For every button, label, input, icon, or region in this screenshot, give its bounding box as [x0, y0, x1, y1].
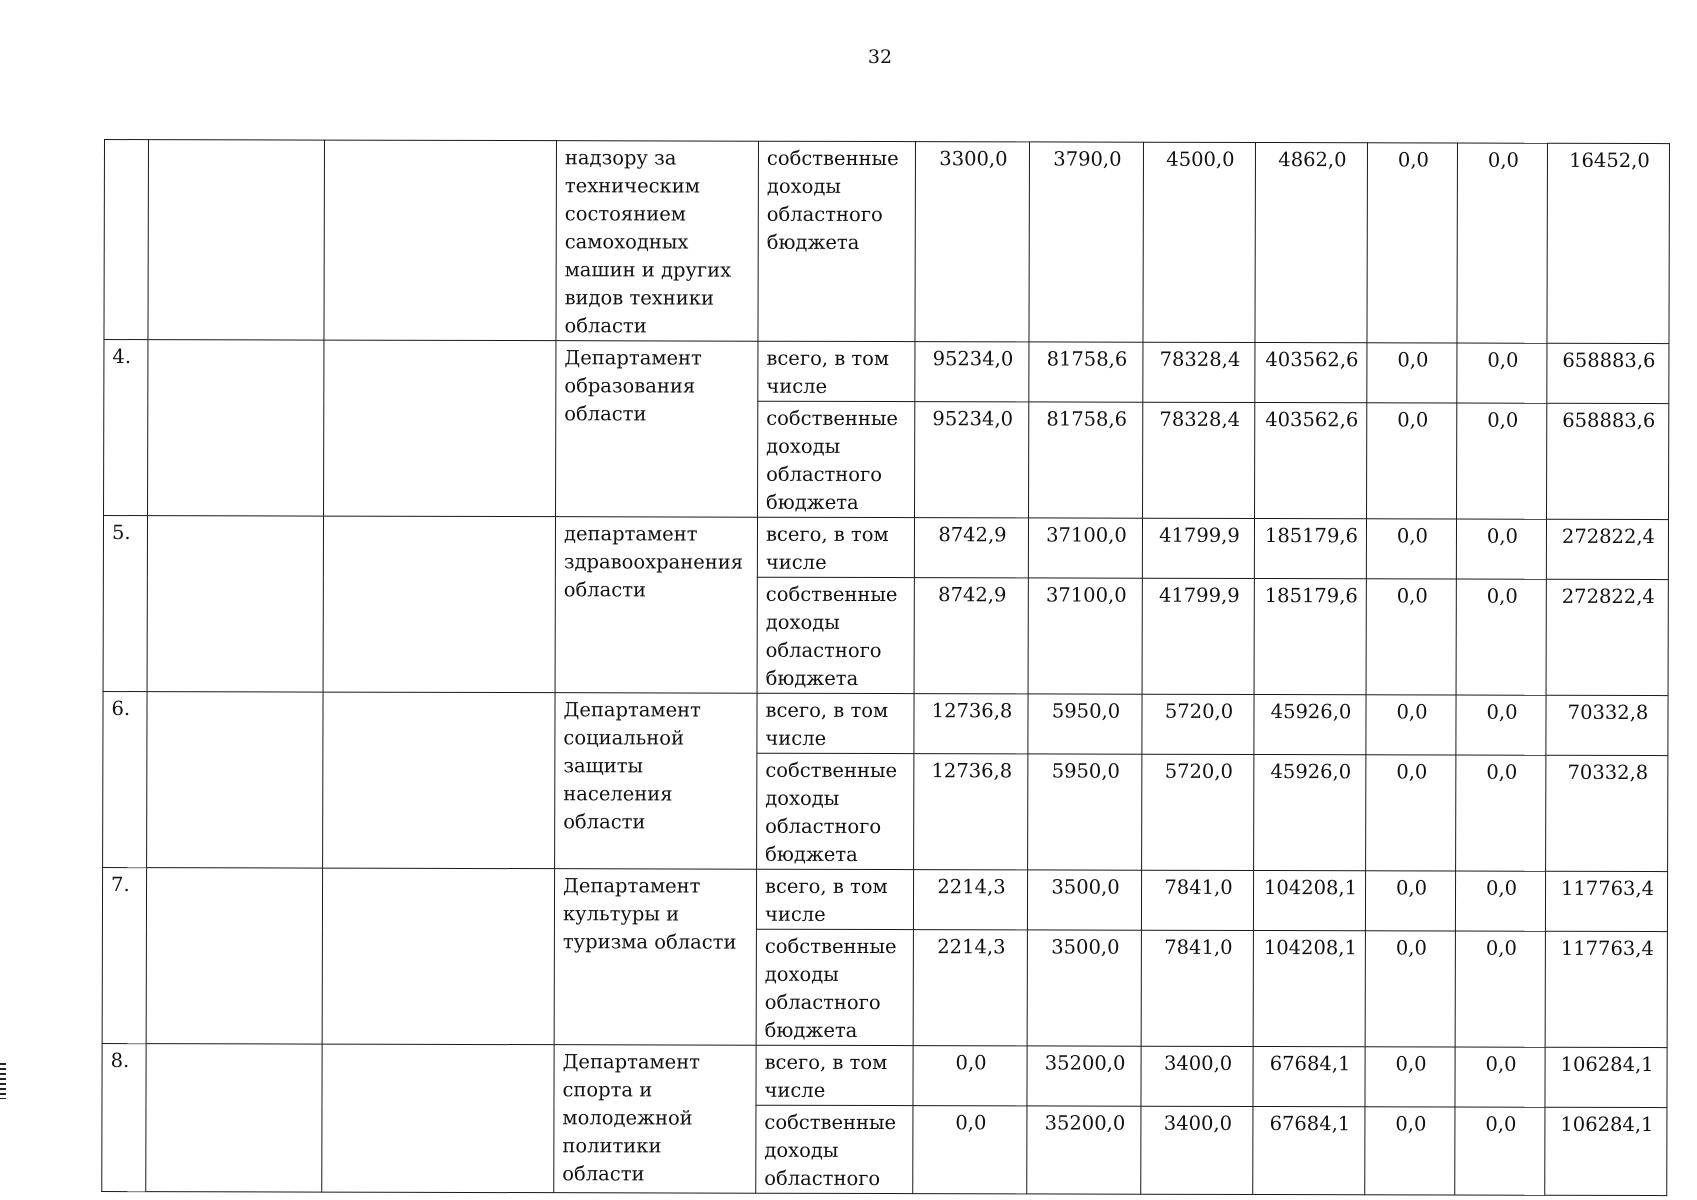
empty-cell [147, 692, 323, 868]
value-cell: 185179,6 [1254, 519, 1366, 579]
value-cell: 0,0 [1367, 343, 1457, 403]
value-cell: 81758,6 [1029, 402, 1143, 518]
funding-source-cell: всего, в том числе [758, 341, 915, 401]
row-number-cell [104, 140, 149, 340]
funding-source-cell: всего, в том числе [757, 517, 914, 577]
value-cell: 117763,4 [1545, 871, 1667, 931]
value-cell: 67684,1 [1253, 1107, 1365, 1195]
value-cell: 104208,1 [1253, 931, 1365, 1047]
empty-cell [322, 868, 554, 1045]
empty-cell [324, 340, 556, 517]
empty-cell [146, 1044, 322, 1192]
funding-source-cell: собственные доходы областного бюджета [757, 577, 914, 693]
empty-cell [323, 692, 555, 869]
value-cell: 106284,1 [1545, 1047, 1667, 1107]
value-cell: 0,0 [1456, 519, 1546, 579]
value-cell: 41799,9 [1142, 518, 1254, 578]
budget-table [101, 139, 1670, 1196]
value-cell: 16452,0 [1547, 143, 1670, 343]
value-cell: 0,0 [1367, 143, 1458, 343]
value-cell: 0,0 [1366, 755, 1456, 871]
department-name-cell: департамент здравоохранения области [555, 517, 757, 694]
value-cell: 95234,0 [915, 402, 1029, 518]
value-cell: 5950,0 [1028, 694, 1142, 754]
empty-cell [323, 516, 555, 693]
value-cell: 658883,6 [1547, 343, 1669, 403]
value-cell: 35200,0 [1027, 1046, 1141, 1106]
value-cell: 106284,1 [1545, 1107, 1667, 1195]
value-cell: 70332,8 [1546, 695, 1668, 755]
value-cell: 78328,4 [1143, 402, 1255, 518]
table-row [102, 867, 1667, 931]
value-cell: 45926,0 [1254, 695, 1366, 755]
table-row [104, 140, 1670, 344]
funding-source-cell: собственные доходы областного бюджета [756, 929, 913, 1045]
value-cell: 0,0 [1455, 1047, 1545, 1107]
funding-source-cell: всего, в том числе [756, 1045, 913, 1105]
value-cell: 0,0 [1456, 755, 1546, 871]
row-number-cell: 7. [102, 867, 146, 1043]
table-row [102, 1043, 1667, 1107]
value-cell: 272822,4 [1546, 579, 1668, 695]
table-body [102, 140, 1670, 1196]
funding-source-cell: собственные доходы областного [756, 1105, 913, 1193]
department-name-cell: надзору за техническим состоянием самоходных машин и других видов техники области [556, 141, 759, 342]
value-cell: 403562,6 [1255, 403, 1367, 519]
value-cell: 37100,0 [1028, 578, 1142, 694]
empty-cell [322, 1044, 554, 1193]
department-name-cell: Департамент спорта и молодежной политики области [554, 1045, 756, 1194]
value-cell: 3300,0 [915, 142, 1030, 342]
value-cell: 0,0 [1455, 871, 1545, 931]
value-cell: 70332,8 [1546, 755, 1668, 871]
value-cell: 3400,0 [1141, 1046, 1253, 1106]
row-number-cell: 8. [102, 1043, 146, 1191]
department-name-cell: Департамент образования области [556, 341, 758, 518]
value-cell: 0,0 [1456, 695, 1546, 755]
value-cell: 7841,0 [1141, 870, 1253, 930]
value-cell: 2214,3 [913, 870, 1027, 930]
department-name-cell: Департамент социальной защиты населения области [555, 693, 757, 870]
value-cell: 5950,0 [1028, 754, 1142, 870]
empty-cell [148, 140, 325, 340]
value-cell: 0,0 [913, 1046, 1027, 1106]
value-cell: 104208,1 [1253, 871, 1365, 931]
empty-cell [146, 868, 322, 1044]
funding-source-cell: собственные доходы областного бюджета [758, 141, 916, 341]
row-number-cell: 4. [104, 340, 148, 516]
value-cell: 0,0 [1366, 519, 1456, 579]
value-cell: 0,0 [1457, 403, 1547, 519]
empty-cell [148, 340, 324, 516]
value-cell: 403562,6 [1255, 343, 1367, 403]
table-row [104, 340, 1669, 404]
value-cell: 0,0 [1365, 871, 1455, 931]
table-row [103, 516, 1668, 580]
department-name-cell: Департамент культуры и туризма области [554, 869, 756, 1046]
value-cell: 0,0 [1366, 695, 1456, 755]
value-cell: 0,0 [1457, 143, 1548, 343]
row-number-cell: 5. [103, 516, 147, 692]
empty-cell [147, 516, 323, 692]
funding-source-cell: всего, в том числе [756, 869, 913, 929]
value-cell: 8742,9 [914, 578, 1028, 694]
page-number: 32 [867, 46, 893, 68]
value-cell: 5720,0 [1142, 694, 1254, 754]
value-cell: 0,0 [913, 1106, 1027, 1194]
value-cell: 67684,1 [1253, 1047, 1365, 1107]
value-cell: 3790,0 [1029, 142, 1144, 342]
value-cell: 12736,8 [914, 694, 1028, 754]
value-cell: 0,0 [1457, 343, 1547, 403]
value-cell: 0,0 [1365, 1047, 1455, 1107]
value-cell: 0,0 [1365, 931, 1455, 1047]
value-cell: 35200,0 [1027, 1106, 1141, 1194]
value-cell: 5720,0 [1142, 754, 1254, 870]
value-cell: 81758,6 [1029, 342, 1143, 402]
value-cell: 78328,4 [1143, 342, 1255, 402]
value-cell: 0,0 [1455, 931, 1545, 1047]
value-cell: 8742,9 [914, 518, 1028, 578]
value-cell: 7841,0 [1141, 930, 1253, 1046]
value-cell: 272822,4 [1546, 519, 1668, 579]
funding-source-cell: всего, в том числе [757, 693, 914, 753]
value-cell: 37100,0 [1028, 518, 1142, 578]
value-cell: 658883,6 [1547, 403, 1669, 519]
value-cell: 3500,0 [1027, 930, 1141, 1046]
value-cell: 4500,0 [1143, 142, 1256, 342]
value-cell: 95234,0 [915, 342, 1029, 402]
row-number-cell: 6. [103, 691, 147, 867]
value-cell: 0,0 [1366, 579, 1456, 695]
value-cell: 3400,0 [1141, 1106, 1253, 1194]
funding-source-cell: собственные доходы областного бюджета [758, 401, 915, 517]
value-cell: 117763,4 [1545, 931, 1667, 1047]
value-cell: 185179,6 [1254, 579, 1366, 695]
value-cell: 0,0 [1367, 403, 1457, 519]
value-cell: 2214,3 [913, 930, 1027, 1046]
value-cell: 3500,0 [1027, 870, 1141, 930]
value-cell: 41799,9 [1142, 578, 1254, 694]
value-cell: 4862,0 [1255, 143, 1368, 343]
funding-source-cell: собственные доходы областного бюджета [757, 753, 914, 869]
table-row [103, 691, 1668, 755]
value-cell: 0,0 [1455, 1107, 1545, 1195]
margin-mark [0, 1063, 6, 1099]
empty-cell [324, 140, 557, 341]
value-cell: 12736,8 [914, 754, 1028, 870]
value-cell: 0,0 [1365, 1107, 1455, 1195]
value-cell: 0,0 [1456, 579, 1546, 695]
value-cell: 45926,0 [1254, 755, 1366, 871]
